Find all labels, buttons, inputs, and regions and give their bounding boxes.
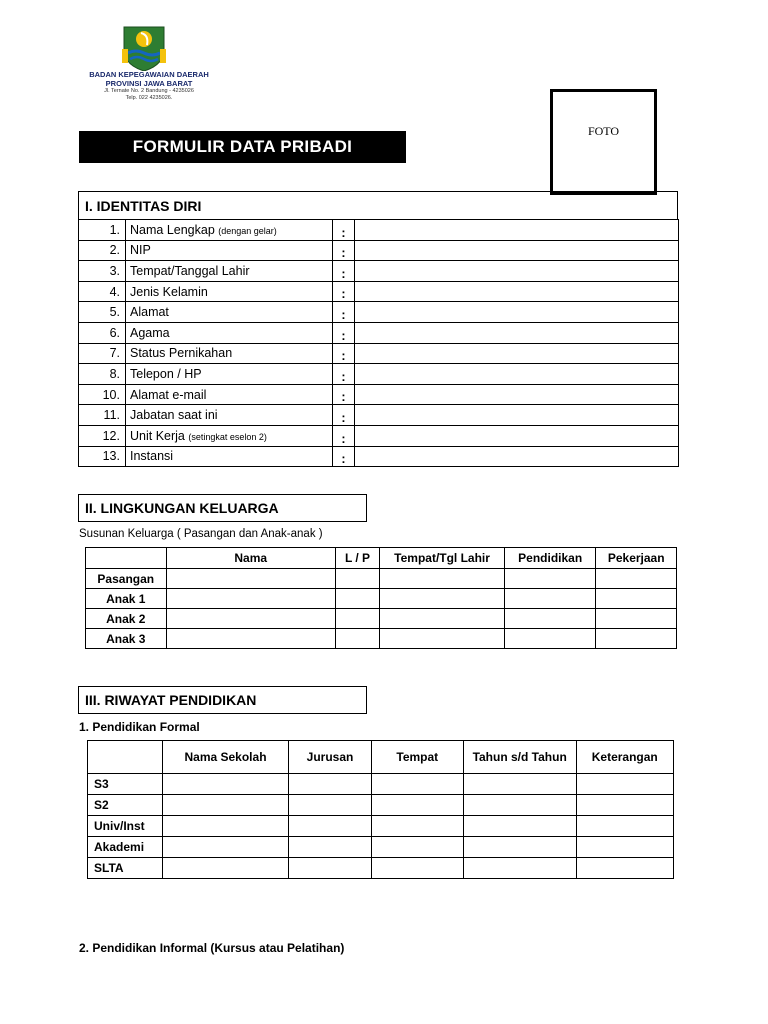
- colon-separator: :: [333, 281, 355, 302]
- keluarga-column-header: [86, 548, 167, 569]
- row-number: 4.: [79, 281, 126, 302]
- field-value-input[interactable]: [355, 261, 679, 282]
- field-label: [126, 220, 333, 241]
- pendidikan-cell-input[interactable]: [371, 774, 463, 795]
- row-number: 1.: [79, 220, 126, 241]
- form-title: [79, 131, 406, 163]
- keluarga-column-header: Nama: [166, 548, 335, 569]
- colon-separator: :: [333, 322, 355, 343]
- pendidikan-column-header: Jurusan: [289, 741, 371, 774]
- field-label: [126, 343, 333, 364]
- row-number: 12.: [79, 425, 126, 446]
- section-keluarga-title: II. LINGKUNGAN KELUARGA: [85, 500, 279, 516]
- keluarga-row: [86, 609, 677, 629]
- row-number: 3.: [79, 261, 126, 282]
- pendidikan-cell-input[interactable]: [289, 774, 371, 795]
- identitas-row: [79, 425, 679, 446]
- row-number: 10.: [79, 384, 126, 405]
- colon-separator: :: [333, 261, 355, 282]
- keluarga-cell-input[interactable]: [504, 589, 595, 609]
- field-label-text: Alamat: [130, 305, 169, 320]
- field-note: (dengan gelar): [218, 225, 277, 236]
- row-number: 2.: [79, 240, 126, 261]
- pendidikan-cell-input[interactable]: [162, 816, 289, 837]
- pendidikan-cell-input[interactable]: [289, 816, 371, 837]
- row-number: 11.: [79, 405, 126, 426]
- org-name-line1: BADAN KEPEGAWAIAN DAERAH: [89, 70, 209, 79]
- keluarga-cell-input[interactable]: [380, 609, 505, 629]
- colon-separator: :: [333, 302, 355, 323]
- photo-label: FOTO: [587, 124, 620, 138]
- field-value-input[interactable]: [355, 446, 679, 467]
- pendidikan-row: [88, 837, 674, 858]
- keluarga-cell-input[interactable]: [596, 589, 677, 609]
- keluarga-subtitle: Susunan Keluarga ( Pasangan dan Anak-anak ): [79, 528, 323, 540]
- pendidikan-cell-input[interactable]: [371, 795, 463, 816]
- pendidikan-informal-title: 2. Pendidikan Informal (Kursus atau Pelatihan): [79, 941, 345, 955]
- address-line1: Jl. Ternate No. 2 Bandung - 4235026: [104, 88, 194, 94]
- field-value-input[interactable]: [355, 343, 679, 364]
- pendidikan-cell-input[interactable]: [463, 816, 576, 837]
- field-label: [126, 446, 333, 467]
- identitas-row: [79, 220, 679, 241]
- keluarga-cell-input[interactable]: [596, 569, 677, 589]
- colon-separator: :: [333, 405, 355, 426]
- section-identitas-heading: [78, 191, 678, 219]
- keluarga-cell-input[interactable]: [380, 629, 505, 649]
- keluarga-cell-input[interactable]: [166, 609, 335, 629]
- pendidikan-row-label: SLTA: [88, 858, 163, 879]
- colon-separator: :: [333, 240, 355, 261]
- pendidikan-row-label: S2: [88, 795, 163, 816]
- pendidikan-cell-input[interactable]: [463, 774, 576, 795]
- field-value-input[interactable]: [355, 405, 679, 426]
- keluarga-cell-input[interactable]: [380, 569, 505, 589]
- field-label-text: Unit Kerja: [130, 428, 185, 443]
- pendidikan-cell-input[interactable]: [371, 837, 463, 858]
- keluarga-column-header: Pendidikan: [504, 548, 595, 569]
- pendidikan-cell-input[interactable]: [463, 795, 576, 816]
- identitas-row: [79, 446, 679, 467]
- field-label: [126, 384, 333, 405]
- field-value-input[interactable]: [355, 384, 679, 405]
- pendidikan-column-header: Tempat: [371, 741, 463, 774]
- field-label: [126, 302, 333, 323]
- section-pendidikan-heading: [78, 686, 367, 714]
- photo-box[interactable]: [550, 89, 657, 195]
- keluarga-row-label: Anak 2: [86, 609, 167, 629]
- pendidikan-cell-input[interactable]: [162, 774, 289, 795]
- identitas-row: [79, 240, 679, 261]
- keluarga-cell-input[interactable]: [596, 629, 677, 649]
- address-line2: Telp. 022 4235026.: [125, 95, 173, 101]
- pendidikan-cell-input[interactable]: [576, 837, 674, 858]
- pendidikan-formal-title: 1. Pendidikan Formal: [79, 720, 200, 734]
- field-value-input[interactable]: [355, 322, 679, 343]
- identitas-row: [79, 364, 679, 385]
- keluarga-cell-input[interactable]: [335, 609, 379, 629]
- pendidikan-row: [88, 816, 674, 837]
- form-title-text: FORMULIR DATA PRIBADI: [132, 137, 353, 156]
- pendidikan-cell-input[interactable]: [371, 858, 463, 879]
- pendidikan-row-label: Akademi: [88, 837, 163, 858]
- identitas-row: [79, 302, 679, 323]
- keluarga-row-label: Pasangan: [86, 569, 167, 589]
- keluarga-cell-input[interactable]: [504, 609, 595, 629]
- colon-separator: :: [333, 220, 355, 241]
- section-keluarga-heading: [78, 494, 367, 522]
- field-label-text: Nama Lengkap: [130, 222, 215, 237]
- identitas-row: [79, 281, 679, 302]
- field-label: [126, 364, 333, 385]
- pendidikan-row-label: S3: [88, 774, 163, 795]
- keluarga-row-label: Anak 1: [86, 589, 167, 609]
- row-number: 13.: [79, 446, 126, 467]
- keluarga-cell-input[interactable]: [504, 569, 595, 589]
- org-name: [84, 70, 214, 88]
- keluarga-cell-input[interactable]: [596, 609, 677, 629]
- field-label-text: NIP: [130, 243, 151, 258]
- pendidikan-row: [88, 795, 674, 816]
- pendidikan-column-header: Nama Sekolah: [162, 741, 289, 774]
- field-label-text: Jenis Kelamin: [130, 284, 208, 299]
- field-value-input[interactable]: [355, 220, 679, 241]
- pendidikan-column-header: Tahun s/d Tahun: [463, 741, 576, 774]
- keluarga-cell-input[interactable]: [335, 569, 379, 589]
- pendidikan-cell-input[interactable]: [289, 858, 371, 879]
- org-name-line2: PROVINSI JAWA BARAT: [105, 79, 193, 88]
- pendidikan-cell-input[interactable]: [576, 816, 674, 837]
- keluarga-table: [85, 547, 677, 649]
- field-label-text: Telepon / HP: [130, 366, 202, 381]
- keluarga-cell-input[interactable]: [335, 589, 379, 609]
- field-label: [126, 405, 333, 426]
- pendidikan-cell-input[interactable]: [463, 858, 576, 879]
- field-label: [126, 425, 333, 446]
- field-label-text: Agama: [130, 325, 170, 340]
- field-value-input[interactable]: [355, 281, 679, 302]
- field-value-input[interactable]: [355, 302, 679, 323]
- colon-separator: :: [333, 343, 355, 364]
- keluarga-cell-input[interactable]: [166, 589, 335, 609]
- org-address: [84, 88, 214, 102]
- row-number: 8.: [79, 364, 126, 385]
- section-pendidikan-title: III. RIWAYAT PENDIDIKAN: [85, 692, 257, 708]
- pendidikan-row: [88, 858, 674, 879]
- identitas-row: [79, 322, 679, 343]
- keluarga-column-header: L / P: [335, 548, 379, 569]
- pendidikan-row-label: Univ/Inst: [88, 816, 163, 837]
- field-value-input[interactable]: [355, 240, 679, 261]
- identitas-table: [78, 219, 679, 467]
- row-number: 6.: [79, 322, 126, 343]
- field-label: [126, 240, 333, 261]
- keluarga-cell-input[interactable]: [380, 589, 505, 609]
- keluarga-row: [86, 629, 677, 649]
- field-label-text: Tempat/Tanggal Lahir: [130, 263, 250, 278]
- identitas-row: [79, 261, 679, 282]
- field-label-text: Alamat e-mail: [130, 387, 207, 402]
- field-value-input[interactable]: [355, 364, 679, 385]
- keluarga-cell-input[interactable]: [166, 569, 335, 589]
- field-value-input[interactable]: [355, 425, 679, 446]
- pendidikan-cell-input[interactable]: [576, 795, 674, 816]
- keluarga-row-label: Anak 3: [86, 629, 167, 649]
- identitas-row: [79, 405, 679, 426]
- field-label: [126, 322, 333, 343]
- pendidikan-cell-input[interactable]: [289, 795, 371, 816]
- keluarga-cell-input[interactable]: [504, 629, 595, 649]
- keluarga-column-header: Pekerjaan: [596, 548, 677, 569]
- pendidikan-cell-input[interactable]: [576, 774, 674, 795]
- colon-separator: :: [333, 446, 355, 467]
- keluarga-row: [86, 589, 677, 609]
- pendidikan-cell-input[interactable]: [162, 795, 289, 816]
- pendidikan-cell-input[interactable]: [162, 858, 289, 879]
- pendidikan-cell-input[interactable]: [371, 816, 463, 837]
- row-number: 7.: [79, 343, 126, 364]
- field-label-text: Status Pernikahan: [130, 346, 233, 361]
- section-identitas-title: I. IDENTITAS DIRI: [85, 198, 202, 214]
- field-label-text: Instansi: [130, 449, 174, 464]
- pendidikan-column-header: [88, 741, 163, 774]
- pendidikan-cell-input[interactable]: [289, 837, 371, 858]
- field-label: [126, 281, 333, 302]
- keluarga-cell-input[interactable]: [335, 629, 379, 649]
- west-java-emblem-icon: [80, 25, 210, 71]
- pendidikan-row: [88, 774, 674, 795]
- field-label-text: Jabatan saat ini: [130, 408, 218, 423]
- field-note: (setingkat eselon 2): [188, 431, 267, 442]
- pendidikan-column-header: Keterangan: [576, 741, 674, 774]
- keluarga-cell-input[interactable]: [166, 629, 335, 649]
- identitas-row: [79, 384, 679, 405]
- colon-separator: :: [333, 364, 355, 385]
- pendidikan-cell-input[interactable]: [162, 837, 289, 858]
- pendidikan-formal-table: [87, 740, 674, 879]
- field-label: [126, 261, 333, 282]
- colon-separator: :: [333, 384, 355, 405]
- keluarga-row: [86, 569, 677, 589]
- pendidikan-cell-input[interactable]: [463, 837, 576, 858]
- identitas-row: [79, 343, 679, 364]
- row-number: 5.: [79, 302, 126, 323]
- colon-separator: :: [333, 425, 355, 446]
- pendidikan-cell-input[interactable]: [576, 858, 674, 879]
- keluarga-column-header: Tempat/Tgl Lahir: [380, 548, 505, 569]
